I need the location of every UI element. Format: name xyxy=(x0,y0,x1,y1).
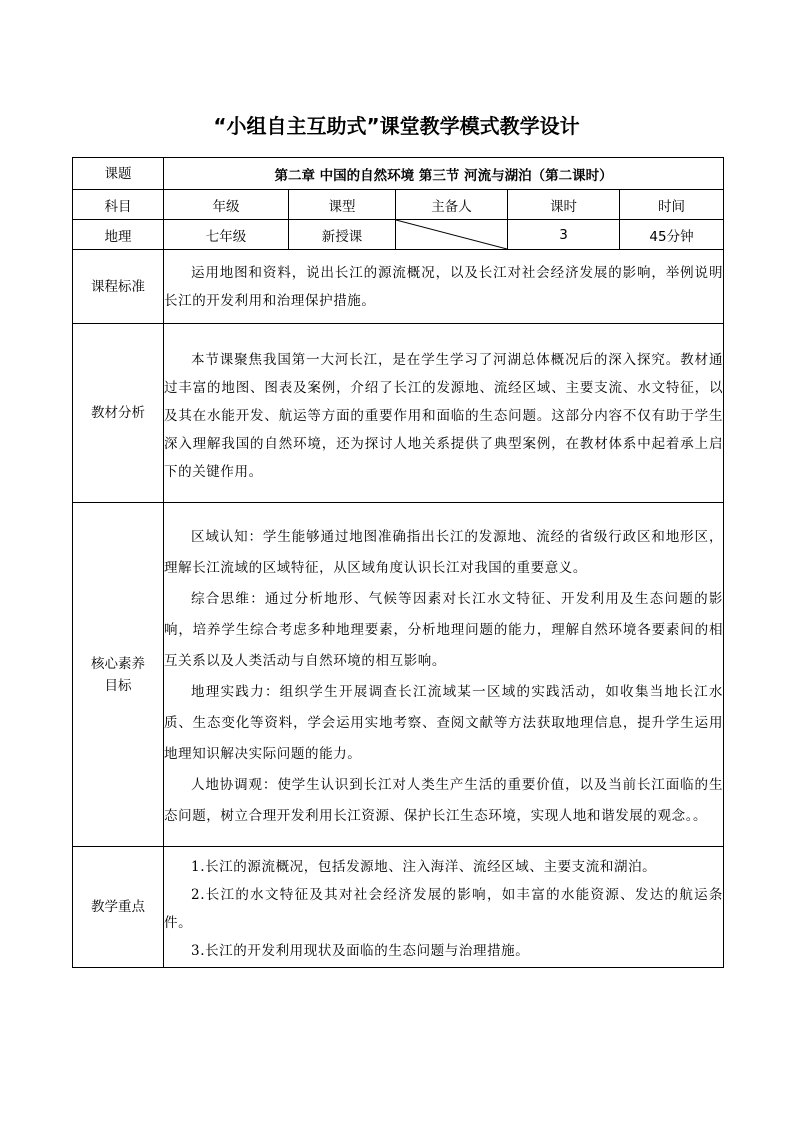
core-label-line2: 目标 xyxy=(104,677,132,694)
diagonal-line xyxy=(396,220,507,249)
column-header-row xyxy=(73,190,724,220)
lesson-plan-table xyxy=(72,157,724,968)
column-header-lesson-type: 课型 xyxy=(289,190,396,220)
key-row xyxy=(73,847,724,968)
standard-label: 课程标准 xyxy=(73,250,164,324)
standard-row xyxy=(73,250,724,324)
key-content xyxy=(164,847,724,968)
column-header-duration: 时间 xyxy=(620,190,724,220)
column-header-subject: 科目 xyxy=(73,190,164,220)
key-point-3: 3.长江的开发利用现状及面临的生态问题与治理措施。 xyxy=(191,942,530,959)
core-row xyxy=(73,503,724,847)
value-grade: 七年级 xyxy=(164,220,289,250)
topic-label: 课题 xyxy=(73,158,164,190)
topic-value: 第二章 中国的自然环境 第三节 河流与湖泊（第二课时） xyxy=(164,158,724,190)
analysis-content xyxy=(164,324,724,503)
value-preparer-empty xyxy=(396,220,508,250)
core-paragraph-thinking: 综合思维：通过分析地形、气候等因素对长江水文特征、开发利用及生态问题的影响，培养学生综合考虑多种地理要素，分析地理问题的能力，理解自然环境各要素间的相互关系以及人类活动与自然环境的相互影响。 xyxy=(164,590,724,669)
value-periods: 3 xyxy=(508,220,620,250)
standard-content xyxy=(164,250,724,324)
core-content xyxy=(164,503,724,847)
core-label-line1: 核心素养 xyxy=(91,655,145,672)
key-point-2: 2.长江的水文特征及其对社会经济发展的影响，如丰富的水能资源、发达的航运条件。 xyxy=(164,886,724,931)
column-header-grade: 年级 xyxy=(164,190,289,220)
value-duration: 45分钟 xyxy=(620,220,724,250)
core-paragraph-harmony: 人地协调观：使学生认识到长江对人类生产生活的重要价值，以及当前长江面临的生态问题，树立合理开发利用长江资源、保护长江生态环境，实现人地和谐发展的观念。。 xyxy=(164,776,724,824)
key-point-1: 1.长江的源流概况，包括发源地、注入海洋、流经区域、主要支流和湖泊。 xyxy=(191,858,657,875)
core-paragraph-region: 区域认知：学生能够通过地图准确指出长江的发源地、流经的省级行政区和地形区，理解长江流域的区域特征，从区域角度认识长江对我国的重要意义。 xyxy=(164,528,724,576)
document-title: “小组自主互助式”课堂教学模式教学设计 xyxy=(213,114,580,138)
core-paragraph-practice: 地理实践力：组织学生开展调查长江流域某一区域的实践活动，如收集当地长江水质、生态变化等资料，学会运用实地考察、查阅文献等方法获取地理信息，提升学生运用地理知识解决实际问题的能力。 xyxy=(164,683,724,762)
key-label: 教学重点 xyxy=(73,847,164,968)
analysis-paragraph: 本节课聚焦我国第一大河长江，是在学生学习了河湖总体概况后的深入探究。教材通过丰富的地图、图表及案例，介绍了长江的发源地、流经区域、主要支流、水文特征，以及其在水能开发、航运等方面的重要作用和面临的生态问题。这部分内容不仅有助于学生深入理解我国的自然环境，还为探讨人地关系提供了典型案例，在教材体系中起着承上启下的关键作用。 xyxy=(164,352,724,480)
analysis-row xyxy=(73,324,724,503)
info-value-row xyxy=(73,220,724,250)
analysis-label: 教材分析 xyxy=(73,324,164,503)
value-lesson-type: 新授课 xyxy=(289,220,396,250)
core-label xyxy=(73,503,164,847)
standard-paragraph: 运用地图和资料，说出长江的源流概况，以及长江对社会经济发展的影响，举例说明长江的开发利用和治理保护措施。 xyxy=(164,264,724,309)
column-header-preparer: 主备人 xyxy=(396,190,508,220)
value-subject: 地理 xyxy=(73,220,164,250)
column-header-periods: 课时 xyxy=(508,190,620,220)
topic-row xyxy=(73,158,724,190)
